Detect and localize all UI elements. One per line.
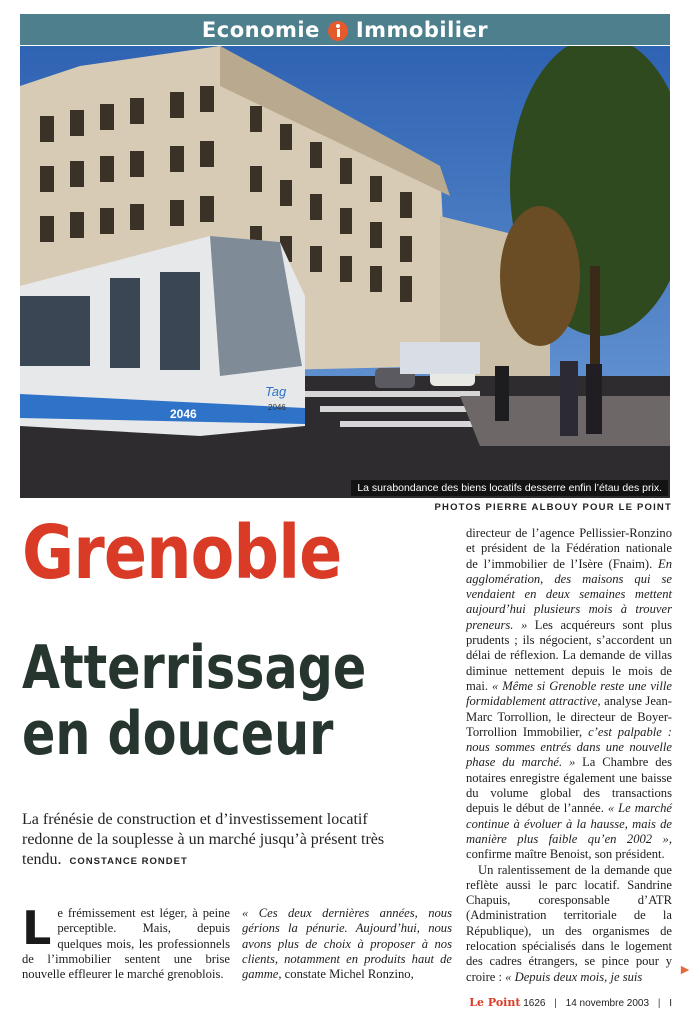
col1-text: e frémissement est léger, à peine perceptible. Mais, depuis quelques mois, les professionnels de l’immobilier sentent une brise nouvelle effleurer le marché grenoblois.	[22, 906, 230, 982]
divider: |	[657, 998, 661, 1009]
continue-arrow-icon: ►	[678, 963, 692, 978]
body-column-2	[242, 906, 452, 982]
headline-line-1: Atterrissage	[22, 633, 367, 703]
article-photo	[20, 46, 670, 498]
col3-quote: « Depuis deux mois, je suis	[505, 969, 643, 984]
page-number: I	[669, 998, 672, 1009]
street-scene-illustration	[20, 46, 670, 498]
col3-text: Un ralentissement de la demande que reflète aussi le parc locatif. Sandrine Chapuis, coresponsable d’ATR (Administration territoriale de la République), un des organismes de relocation spécialisés dans le logement des cadres étrangers, se pince pour y croire :	[466, 862, 672, 984]
author-byline: CONSTANCE RONDET	[69, 856, 188, 867]
col3-text: directeur de l’agence Pellissier-Ronzino et président de la Fédération nationale de l’immobilier de l’Isère (Fnaim).	[466, 526, 672, 571]
body-column-3	[466, 526, 672, 985]
info-icon	[328, 21, 348, 41]
body-column-1	[22, 901, 230, 982]
tram-number: 2046	[170, 407, 197, 421]
page-footer	[469, 996, 672, 1009]
col3-text: Les acquéreurs sont plus prudents ; ils négocient, s’accordent un délai de réflexion. La demande de villas diminue nettement depuis le mois de mai.	[466, 617, 672, 693]
col3-text: La Chambre des notaires enregistre également une baisse du volume global des transactions depuis le début de l’année.	[466, 755, 672, 816]
col3-quote: « Même si Grenoble reste une ville formidablement attractive,	[466, 678, 672, 709]
col3-quote: En agglomération, des maisons qui se vendaient en deux semaines mettent aujourd’hui plusieurs mois à trouver preneurs. »	[466, 556, 672, 632]
col3-text: analyse Jean-Marc Torrollion, le directeur de Boyer-Torrollion Immobilier,	[466, 694, 672, 739]
issue-number: 1626	[523, 998, 546, 1009]
magazine-brand: Le Point	[469, 996, 521, 1009]
article-deck	[22, 810, 422, 872]
col2-tail: constate Michel Ronzino,	[281, 967, 414, 982]
photo-credit: PHOTOS PIERRE ALBOUY POUR LE POINT	[434, 502, 672, 513]
drop-cap: L	[22, 901, 52, 955]
photo-caption: La surabondance des biens locatifs desserre enfin l’étau des prix.	[351, 480, 668, 496]
divider: |	[554, 998, 557, 1009]
col3-text: confirme maître Benoist, son président.	[466, 847, 665, 862]
article-headline	[22, 635, 366, 767]
section-banner	[20, 14, 670, 45]
col3-paragraph-2	[466, 863, 672, 985]
tram-number-front: 2046	[268, 403, 286, 412]
section-label-immobilier: Immobilier	[355, 17, 489, 42]
col2-quote: « Ces deux dernières années, nous gérions la pénurie. Aujourd’hui, nous avons plus de choix à proposer à nos clients, notamment en produits haut de gamme,	[242, 906, 452, 982]
col3-quote: c’est palpable : nous sommes entrés dans une nouvelle phase du marché. »	[466, 724, 672, 770]
article-kicker: Grenoble	[22, 510, 342, 596]
headline-line-2: en douceur	[22, 699, 334, 769]
col3-quote: « Le marché continue à évoluer à la hausse, mais de manière plus faible qu’en 2002 »,	[466, 801, 672, 846]
deck-text: La frénésie de construction et d’investissement locatif redonne de la souplesse à un marché jusqu’à présent très tendu.	[22, 811, 385, 868]
section-label-economie: Economie	[201, 17, 320, 42]
issue-date: 14 novembre 2003	[565, 998, 650, 1009]
tram-logo: Tag	[265, 384, 287, 399]
col3-paragraph-1	[466, 526, 672, 863]
